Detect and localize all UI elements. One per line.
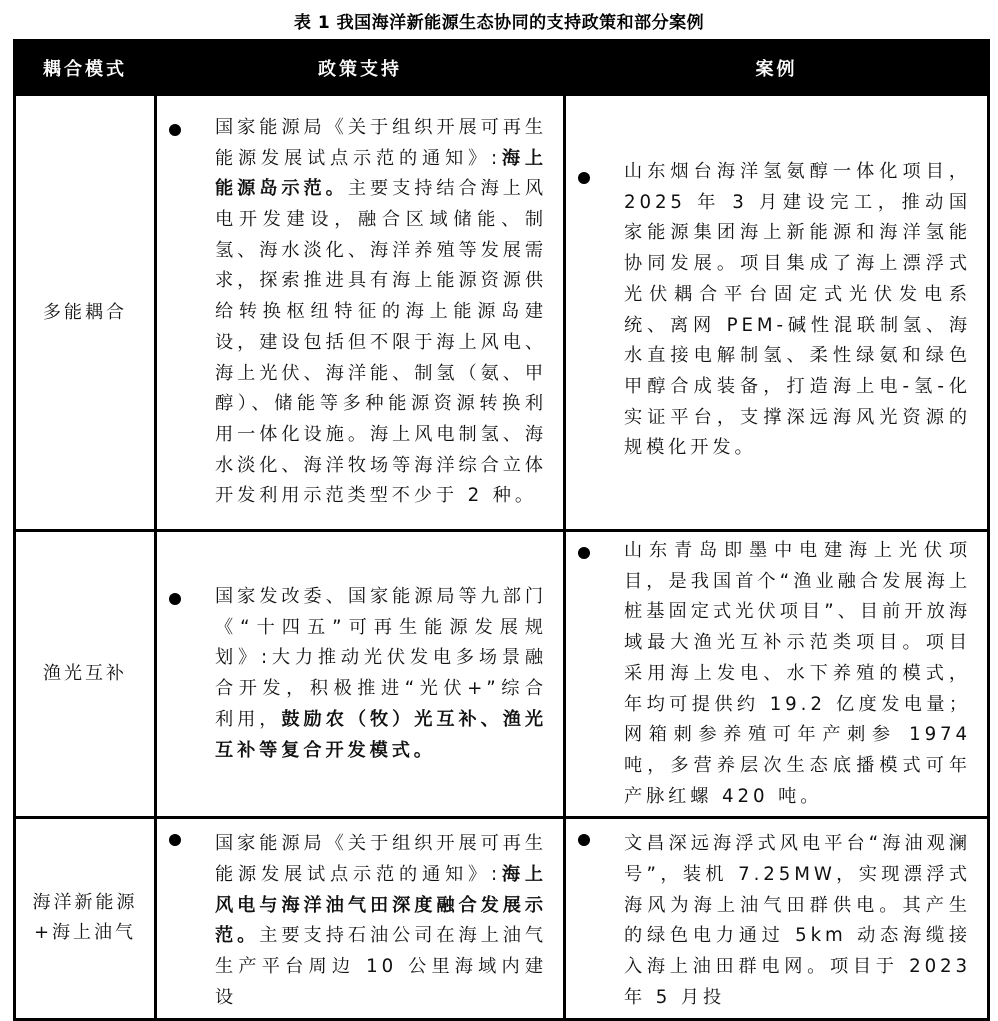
table-header-row (15, 41, 989, 95)
header-case: 案例 (565, 41, 989, 95)
mode-cell: 海洋新能源 +海上油气 (15, 818, 156, 1019)
bullet-icon (169, 124, 181, 136)
mode-cell: 渔光互补 (15, 531, 156, 818)
policy-case-table (13, 39, 990, 1021)
policy-cell (156, 531, 565, 818)
mode-cell: 多能耦合 (15, 95, 156, 531)
policy-cell (156, 818, 565, 1019)
table-row (15, 818, 989, 1019)
table-row (15, 95, 989, 531)
case-cell (565, 95, 989, 531)
case-text: 山东青岛即墨中电建海上光伏项目，是我国首个“渔业融合发展海上桩基固定式光伏项目”、目前开放海域最大渔光互补示范类项目。项目采用海上发电、水下养殖的模式，年均可提供约 19.2 亿度发电量；网箱刺参养殖可年产刺参 1974 吨，多营养层次生态底播模式可年产脉红螺 420 吨。 (566, 532, 987, 816)
bullet-icon (169, 834, 181, 846)
bullet-icon (578, 547, 590, 559)
header-policy: 政策支持 (156, 41, 565, 95)
table-caption: 表 1 我国海洋新能源生态协同的支持政策和部分案例 (293, 13, 705, 33)
policy-text: 国家发改委、国家能源局等九部门《“十四五”可再生能源发展规划》:大力推动光伏发电多场景融合开发，积极推进“光伏+”综合利用，鼓励农（牧）光互补、渔光互补等复合开发模式。 (157, 578, 563, 770)
bullet-icon (578, 172, 590, 184)
table-row (15, 531, 989, 818)
policy-text: 国家能源局《关于组织开展可再生能源发展试点示范的通知》:海上能源岛示范。主要支持结合海上风电开发建设，融合区域储能、制氢、海水淡化、海洋养殖等发展需求，探索推进具有海上能源资源供给转换枢纽特征的海上能源岛建设，建设包括但不限于海上风电、海上光伏、海洋能、制氢（氨、甲醇）、储能等多种能源资源转换利用一体化设施。海上风电制氢、海水淡化、海洋牧场等海洋综合立体开发利用示范类型不少于 2 种。 (157, 109, 563, 516)
bullet-icon (169, 593, 181, 605)
case-text: 山东烟台海洋氢氨醇一体化项目，2025 年 3 月建设完工，推动国家能源集团海上新能源和海洋氢能协同发展。项目集成了海上漂浮式光伏耦合平台固定式光伏发电系统、离网 PEM-碱性混联制氢、海水直接电解制氢、柔性绿氨和绿色甲醇合成装备，打造海上电-氢-化实证平台，支撑深远海风光资源的规模化开发。 (566, 157, 987, 468)
header-mode: 耦合模式 (15, 41, 156, 95)
case-text: 文昌深远海浮式风电平台“海油观澜号”，装机 7.25MW，实现漂浮式海风为海上油气田群供电。其产生的绿色电力通过 5km 动态海缆接入海上油田群电网。项目于 2023 年 5 月投 (566, 819, 987, 1017)
policy-text: 国家能源局《关于组织开展可再生能源发展试点示范的通知》:海上风电与海洋油气田深度融合发展示范。主要支持石油公司在海上油气生产平台周边 10 公里海域内建设 (157, 819, 563, 1017)
bullet-icon (578, 834, 590, 846)
policy-cell (156, 95, 565, 531)
case-cell (565, 818, 989, 1019)
case-cell (565, 531, 989, 818)
